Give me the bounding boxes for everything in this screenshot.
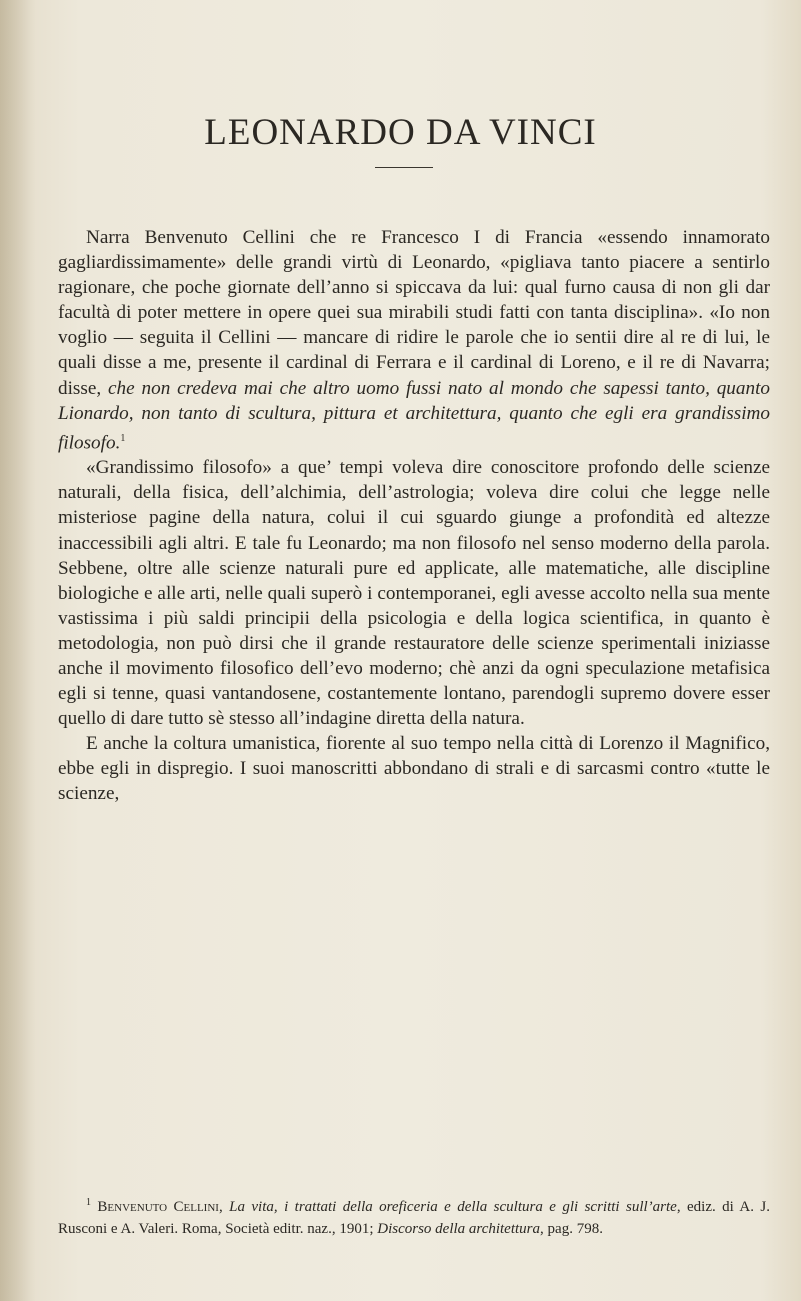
chapter-title: LEONARDO DA VINCI	[204, 111, 597, 153]
text-span: Narra Benvenuto Cellini che re Francesco I di Francia «essendo innamorato gagliardissimamente» delle grandi virtù di Leonardo, «pigliava tanto piacere a sentirlo ragionare, che poche giornate dell’anno si spiccava da lui: qual furno causa di non gli dar facultà di poter mettere in opere quei sua mirabili studi fatti con tanta disciplina». «Io non voglio — seguita il Cellini — mancare di ridire le parole che io sentii dire al re di lui, le quali disse a me, presente il cardinal di Ferrara e il cardinal di Loreno, e il re di Navarra; disse,	[58, 227, 770, 399]
italic-text: che non credeva mai che altro uomo fussi nato al mondo che sapessi tanto, quanto Lionardo, non tanto di scultura, pittura et architettura, quanto che egli era grandissimo filosofo.	[58, 377, 771, 454]
italic-text: Discorso della architettura	[377, 1220, 541, 1237]
text-span: ,	[218, 1199, 230, 1215]
paragraph	[58, 225, 770, 455]
author-name: Benvenuto Cellini	[97, 1199, 219, 1215]
paragraph	[58, 731, 770, 806]
paragraph	[58, 455, 770, 731]
page-edge-shadow	[0, 0, 36, 1301]
title-rule	[375, 167, 433, 168]
text-span: «Grandissimo filosofo» a que’ tempi voleva dire conoscitore profondo delle scienze naturali, della fisica, dell’alchimia, dell’astrologia; voleva dire colui che legge nelle misteriose pagine della natura, colui il cui sguardo giunge a profondità ed altezze inaccessibili agli altri. E tale fu Leonardo; ma non filosofo nel senso moderno della parola. Sebbene, oltre alle scienze naturali pure ed applicate, alle matematiche, alle discipline biologiche e alle arti, nelle quali superò i contemporanei, egli avesse accolto nella sua mente vastissima i più saldi principii della psicologia e della logica scientifica, in quanto è metodologia, non può dirsi che il grande restauratore delle scienze sperimentali iniziasse anche il movimento filosofico dell’evo moderno; chè anzi da ogni speculazione metafisica egli si tenne, quasi vantandosene, costantemente lontano, parendogli supremo dovere esser quello di dare tutto sè stesso all’indagine diretta della natura.	[58, 457, 770, 730]
footnote-ref: 1	[120, 432, 126, 444]
text-span: E anche la coltura umanistica, fiorente al suo tempo nella città di Lorenzo il Magnifico, ebbe egli in dispregio. I suoi manoscritti abbondano di strali e di sarcasmi contro «tutte le scienze,	[58, 733, 770, 805]
italic-text: La vita, i trattati della oreficeria e della scultura e gli scritti sull’arte	[229, 1199, 677, 1215]
footnote-number: 1	[86, 1197, 91, 1208]
body-text	[58, 225, 770, 807]
text-span: , pag. 798.	[540, 1220, 603, 1237]
footnote	[58, 1192, 770, 1240]
text-span: , ediz. di A. J. Rusconi e A. Valeri. Roma, Società editr. naz., 1901;	[58, 1199, 770, 1237]
